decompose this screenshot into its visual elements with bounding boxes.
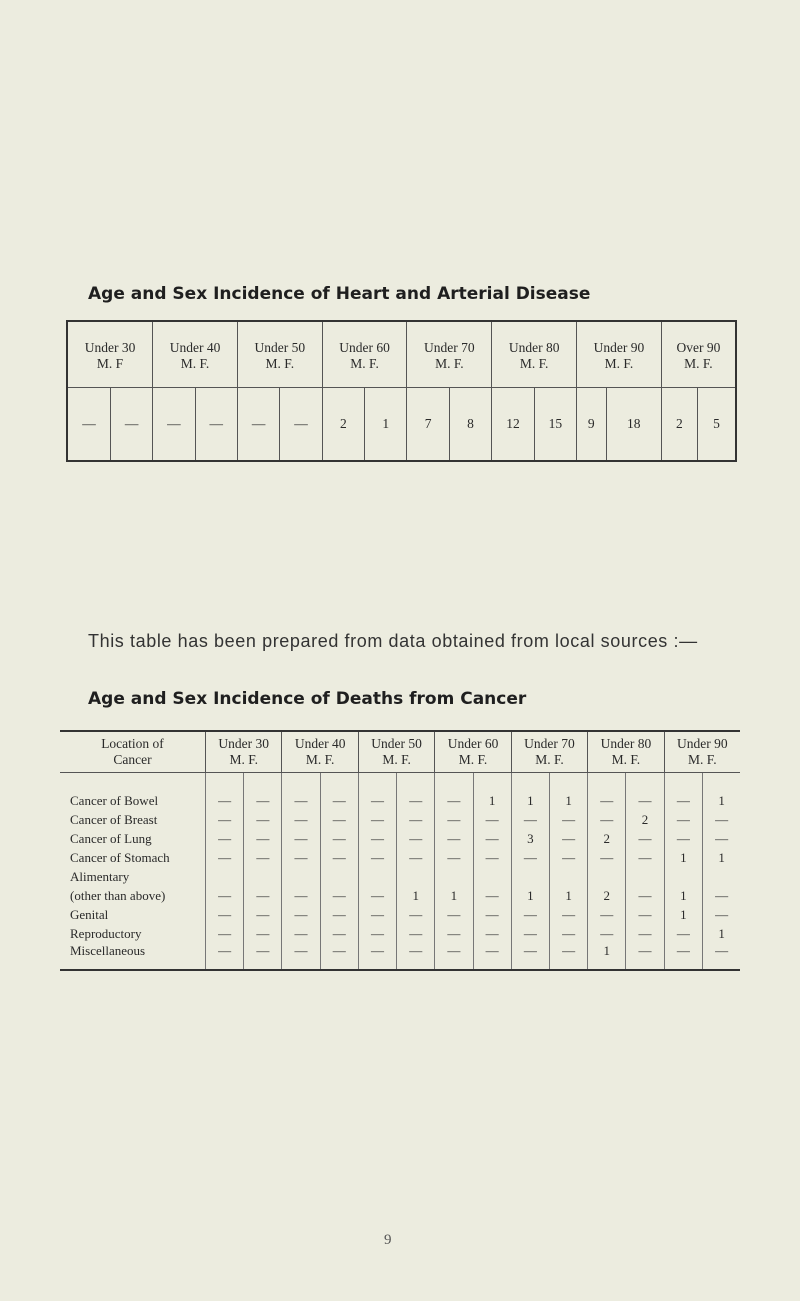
cell: —	[435, 924, 473, 943]
cell: —	[244, 810, 282, 829]
cell: —	[244, 924, 282, 943]
cell: —	[320, 924, 358, 943]
cell: —	[664, 791, 703, 810]
row-label: Cancer of Stomach	[70, 849, 170, 865]
cell: —	[358, 848, 396, 867]
cell: —	[358, 905, 396, 924]
table-row	[60, 848, 740, 867]
cell: —	[320, 791, 358, 810]
table-row	[60, 810, 740, 829]
cell: —	[282, 924, 320, 943]
heart-value-cell: 12	[492, 387, 534, 461]
cancer-sex-header: M. F.	[282, 752, 358, 773]
cancer-age-header: Under 80	[588, 731, 664, 752]
cell: —	[397, 829, 435, 848]
page-number: 9	[384, 1232, 392, 1248]
heart-sex-header: M. F.	[153, 356, 238, 388]
cell: —	[435, 905, 473, 924]
heart-value-cell: 7	[407, 387, 449, 461]
cell: —	[473, 810, 511, 829]
location-header-sub: Cancer	[60, 752, 206, 773]
cancer-sex-header: M. F.	[511, 752, 587, 773]
row-label: Cancer of Bowel	[70, 792, 159, 808]
heart-age-header: Under 70	[407, 321, 492, 356]
cell: —	[397, 810, 435, 829]
cancer-sex-header: M. F.	[588, 752, 664, 773]
table-row	[60, 829, 740, 848]
heart-value-cell: 8	[449, 387, 491, 461]
heart-age-header: Under 30	[84, 339, 136, 355]
cancer-sex-header-row	[60, 752, 740, 773]
cell: —	[244, 905, 282, 924]
cell: —	[244, 886, 282, 905]
heart-value-cell: 15	[534, 387, 576, 461]
cancer-age-header: Under 90	[664, 731, 740, 752]
cell: —	[511, 943, 549, 970]
cell: —	[282, 810, 320, 829]
heart-age-header: Under 90	[577, 321, 662, 356]
cancer-age-header-row	[60, 731, 740, 752]
cell: 3	[511, 829, 549, 848]
cell: —	[282, 829, 320, 848]
cell: —	[473, 848, 511, 867]
cell: —	[397, 848, 435, 867]
table-row	[60, 867, 740, 886]
heart-sex-header: M. F.	[577, 356, 662, 388]
cell: —	[206, 905, 244, 924]
cell: 1	[664, 848, 703, 867]
cell: —	[703, 905, 740, 924]
table-row	[60, 791, 740, 810]
cell: —	[358, 791, 396, 810]
heart-value-cell: —	[195, 387, 237, 461]
heart-age-header: Under 60	[322, 321, 407, 356]
cell: —	[511, 924, 549, 943]
row-label: Genital	[70, 906, 109, 922]
cell: —	[549, 943, 587, 970]
cell: —	[511, 905, 549, 924]
cell: —	[282, 943, 320, 970]
cell: —	[626, 886, 664, 905]
heart-table-title: Age and Sex Incidence of Heart and Arterial Disease	[88, 284, 591, 304]
cell: —	[320, 943, 358, 970]
cell: —	[206, 886, 244, 905]
table-row	[60, 905, 740, 924]
heart-value-cell: —	[82, 415, 96, 431]
cell: —	[358, 829, 396, 848]
cell: —	[435, 810, 473, 829]
heart-value-cell: 1	[365, 387, 407, 461]
cell: 1	[588, 943, 626, 970]
cell: 1	[511, 791, 549, 810]
cell: —	[206, 924, 244, 943]
cell: —	[397, 905, 435, 924]
cancer-table-title: Age and Sex Incidence of Deaths from Cancer	[88, 689, 527, 709]
cancer-age-header: Under 30	[206, 731, 282, 752]
cell: —	[435, 943, 473, 970]
cell: —	[588, 791, 626, 810]
heart-value-cell: 18	[606, 387, 661, 461]
cell: —	[703, 943, 740, 970]
cell: —	[206, 943, 244, 970]
cancer-sex-header: M. F.	[358, 752, 434, 773]
row-label: Cancer of Lung	[70, 830, 152, 846]
table-row	[60, 924, 740, 943]
cell: —	[626, 924, 664, 943]
cell: —	[320, 886, 358, 905]
cell: —	[358, 886, 396, 905]
cancer-age-header: Under 40	[282, 731, 358, 752]
cell: 1	[703, 791, 740, 810]
heart-age-header: Under 50	[237, 321, 322, 356]
cell: —	[549, 905, 587, 924]
cell: 1	[549, 791, 587, 810]
cell: 2	[626, 810, 664, 829]
row-label: Miscellaneous	[70, 943, 146, 958]
cell: —	[549, 848, 587, 867]
heart-sex-header-row	[67, 356, 736, 388]
cell: —	[435, 791, 473, 810]
source-note: This table has been prepared from data obtained from local sources :—	[88, 631, 698, 651]
heart-value-cell: —	[111, 387, 153, 461]
heart-age-header-row	[67, 321, 736, 356]
cell: —	[473, 886, 511, 905]
cell: —	[588, 848, 626, 867]
row-label: (other than above)	[70, 887, 166, 903]
cancer-sex-header: M. F.	[435, 752, 511, 773]
heart-sex-header: M. F.	[492, 356, 577, 388]
cell: —	[320, 905, 358, 924]
cell: —	[206, 848, 244, 867]
cell: —	[626, 791, 664, 810]
cell: —	[358, 943, 396, 970]
heart-value-cell: 9	[577, 387, 607, 461]
cell: —	[664, 810, 703, 829]
cell: —	[664, 943, 703, 970]
cancer-table	[60, 730, 740, 971]
cell: —	[282, 791, 320, 810]
cell: —	[549, 924, 587, 943]
cell: —	[358, 924, 396, 943]
cell: 1	[664, 886, 703, 905]
cell: —	[244, 943, 282, 970]
cell: 1	[549, 886, 587, 905]
cell: 2	[588, 829, 626, 848]
cell: —	[703, 829, 740, 848]
cell: —	[473, 829, 511, 848]
cell: —	[473, 924, 511, 943]
cell: —	[664, 924, 703, 943]
cell: —	[320, 848, 358, 867]
heart-value-cell: —	[237, 387, 279, 461]
cell: —	[282, 905, 320, 924]
cell: —	[588, 810, 626, 829]
cell: —	[473, 943, 511, 970]
cell: —	[549, 810, 587, 829]
cell: —	[435, 848, 473, 867]
heart-age-header: Under 80	[492, 321, 577, 356]
cell: —	[511, 848, 549, 867]
cell: 1	[703, 924, 740, 943]
cell: —	[473, 905, 511, 924]
heart-value-cell: —	[153, 387, 195, 461]
heart-value-cell: 5	[697, 387, 736, 461]
cell: 1	[397, 886, 435, 905]
cell: —	[397, 924, 435, 943]
location-header: Location of	[101, 736, 164, 751]
heart-age-header: Over 90	[661, 321, 736, 356]
cell: 1	[473, 791, 511, 810]
cell: —	[206, 829, 244, 848]
heart-age-header: Under 40	[153, 321, 238, 356]
cell: —	[511, 810, 549, 829]
cancer-age-header: Under 60	[435, 731, 511, 752]
cell: —	[244, 829, 282, 848]
cell: —	[435, 829, 473, 848]
heart-value-cell: 2	[322, 387, 364, 461]
cell: 1	[435, 886, 473, 905]
cell: 1	[703, 848, 740, 867]
cell: —	[206, 810, 244, 829]
cell: —	[244, 791, 282, 810]
cell: —	[358, 810, 396, 829]
cell: 1	[511, 886, 549, 905]
row-label: Alimentary	[70, 868, 130, 884]
heart-sex-header: M. F	[67, 356, 153, 388]
cell: —	[206, 791, 244, 810]
cell: —	[549, 829, 587, 848]
cancer-sex-header: M. F.	[206, 752, 282, 773]
heart-sex-header: M. F.	[237, 356, 322, 388]
cell: 1	[664, 905, 703, 924]
cell: —	[244, 848, 282, 867]
row-label: Cancer of Breast	[70, 811, 158, 827]
cell: —	[703, 810, 740, 829]
table-row	[60, 886, 740, 905]
cell: —	[703, 886, 740, 905]
heart-disease-table	[66, 320, 737, 462]
heart-sex-header: M. F.	[407, 356, 492, 388]
cell: —	[282, 886, 320, 905]
heart-values-row	[67, 387, 736, 461]
cell: —	[397, 791, 435, 810]
cell: 2	[588, 886, 626, 905]
heart-value-cell: 2	[661, 387, 697, 461]
cell: —	[588, 924, 626, 943]
cell: —	[588, 905, 626, 924]
cell: —	[626, 829, 664, 848]
table-row	[60, 943, 740, 970]
cancer-age-header: Under 70	[511, 731, 587, 752]
heart-value-cell: —	[280, 387, 322, 461]
cell: —	[282, 848, 320, 867]
cell: —	[320, 810, 358, 829]
cancer-age-header: Under 50	[358, 731, 434, 752]
row-label: Reproductory	[70, 925, 142, 941]
heart-sex-header: M. F.	[322, 356, 407, 388]
heart-sex-header: M. F.	[661, 356, 736, 388]
cell: —	[626, 905, 664, 924]
cell: —	[397, 943, 435, 970]
cancer-sex-header: M. F.	[664, 752, 740, 773]
cell: —	[320, 829, 358, 848]
cell: —	[664, 829, 703, 848]
cell: —	[626, 943, 664, 970]
cell: —	[626, 848, 664, 867]
